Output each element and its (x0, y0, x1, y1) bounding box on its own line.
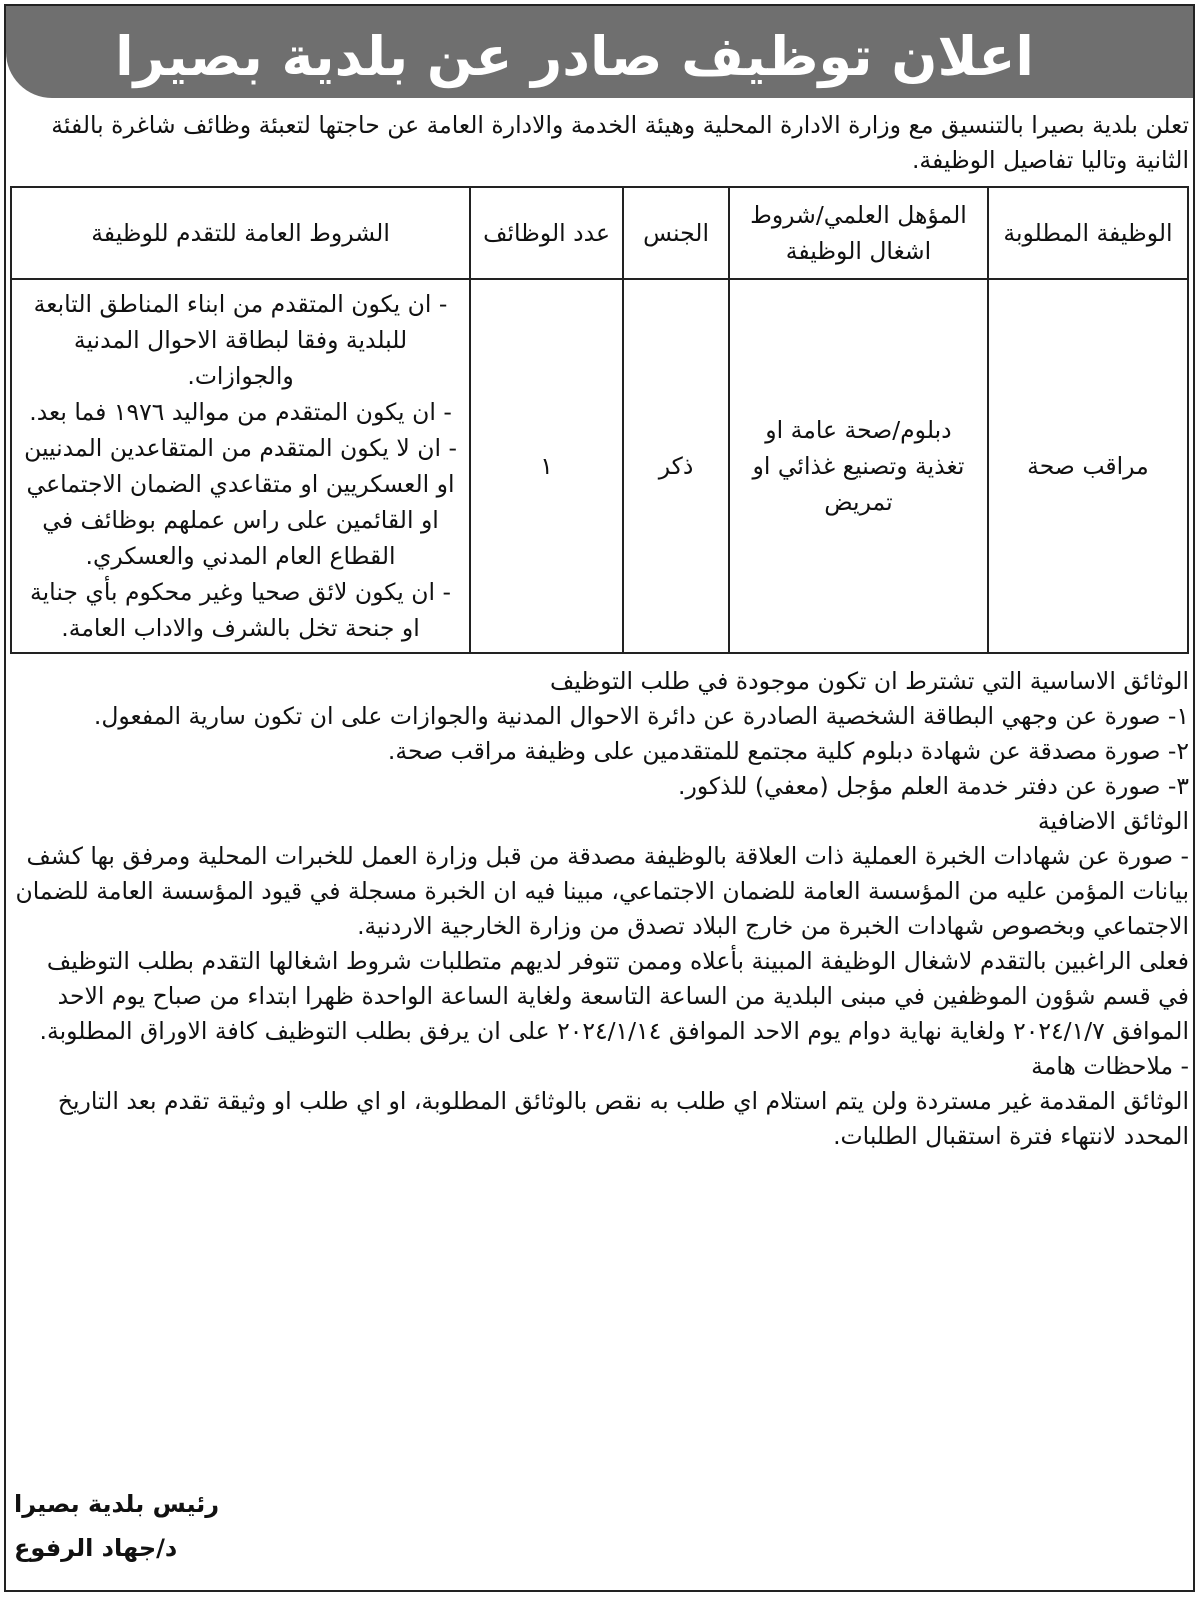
notes-text: الوثائق المقدمة غير مستردة ولن يتم استلام اي طلب به نقص بالوثائق المطلوبة، او اي طلب او وثيقة تقدم بعد التاريخ المحدد لانتهاء فترة استقبال الطلبات. (57, 1087, 1189, 1150)
condition-item: - ان لا يكون المتقدم من المتقاعدين المدنيين او العسكريين او متقاعدي الضمان الاجتماعي او القائمين على راس عملهم بوظائف في القطاع العام المدني والعسكري. (24, 434, 457, 570)
basic-document-item: ٣- صورة عن دفتر خدمة العلم مؤجل (معفي) للذكور. (678, 772, 1189, 800)
header-qualification: المؤهل العلمي/شروط اشغال الوظيفة (729, 187, 988, 279)
header-count: عدد الوظائف (470, 187, 623, 279)
extra-documents-text: - صورة عن شهادات الخبرة العملية ذات العلاقة بالوظيفة مصدقة من قبل وزارة العمل للخبرات المحلية ومرفق بها كشف بيانات المؤمن عليه من المؤسسة العامة للضمان الاجتماعي، مبينا فيه ان الخبرة مسجلة في قيود المؤسسة العامة للضمان الاجتماعي وبخصوص شهادات الخبرة من خارج البلاد تصدق من وزارة الخارجية الاردنية. (15, 842, 1189, 940)
signature-block (14, 1482, 219, 1570)
header-job: الوظيفة المطلوبة (988, 187, 1188, 279)
table-row (11, 279, 1188, 653)
jobs-table (10, 186, 1189, 654)
header-gender: الجنس (623, 187, 729, 279)
notes-section (10, 1049, 1189, 1154)
condition-item: - ان يكون المتقدم من مواليد ١٩٧٦ فما بعد. (29, 398, 452, 426)
page-title: اعلان توظيف صادر عن بلدية بصيرا (115, 25, 1034, 88)
condition-item: - ان يكون لائق صحيا وغير محكوم بأي جناية او جنحة تخل بالشرف والاداب العامة. (30, 578, 452, 642)
application-paragraph: فعلى الراغبين بالتقدم لاشغال الوظيفة المبينة بأعلاه وممن تتوفر لديهم متطلبات شروط اشغالها التقدم بطلب التوظيف في قسم شؤون الموظفين في مبنى البلدية من الساعة التاسعة ولغاية الساعة الواحدة ظهرا ابتداء من صباح يوم الاحد الموافق ٢٠٢٤/١/٧ ولغاية نهاية دوام يوم الاحد الموافق ٢٠٢٤/١/١٤ على ان يرفق بطلب التوظيف كافة الاوراق المطلوبة. (39, 947, 1189, 1045)
header-banner (6, 6, 1193, 98)
extra-documents-heading: الوثائق الاضافية (1037, 807, 1189, 835)
cell-job: مراقب صحة (988, 279, 1188, 653)
basic-document-item: ٢- صورة مصدقة عن شهادة دبلوم كلية مجتمع للمتقدمين على وظيفة مراقب صحة. (387, 737, 1189, 765)
header-conditions: الشروط العامة للتقدم للوظيفة (11, 187, 470, 279)
intro-paragraph: تعلن بلدية بصيرا بالتنسيق مع وزارة الادارة المحلية وهيئة الخدمة والادارة العامة عن حاجتها لتعبئة وظائف شاغرة بالفئة الثانية وتاليا تفاصيل الوظيفة. (51, 111, 1189, 174)
announcement-body (10, 108, 1189, 1154)
cell-count: ١ (470, 279, 623, 653)
cell-conditions (11, 279, 470, 653)
cell-qualification: دبلوم/صحة عامة او تغذية وتصنيع غذائي او تمريض (729, 279, 988, 653)
extra-documents-section (10, 804, 1189, 944)
basic-documents-heading: الوثائق الاساسية التي تشترط ان تكون موجودة في طلب التوظيف (549, 667, 1189, 695)
signature-name: د/جهاد الرفوع (14, 1534, 178, 1562)
basic-document-item: ١- صورة عن وجهي البطاقة الشخصية الصادرة عن دائرة الاحوال المدنية والجوازات على ان تكون سارية المفعول. (93, 702, 1189, 730)
basic-documents-section (10, 664, 1189, 804)
signature-title: رئيس بلدية بصيرا (14, 1490, 220, 1518)
table-header-row (11, 187, 1188, 279)
cell-gender: ذكر (623, 279, 729, 653)
condition-item: - ان يكون المتقدم من ابناء المناطق التابعة للبلدية وفقا لبطاقة الاحوال المدنية والجوازات. (33, 290, 448, 390)
notes-heading: - ملاحظات هامة (1031, 1052, 1189, 1080)
